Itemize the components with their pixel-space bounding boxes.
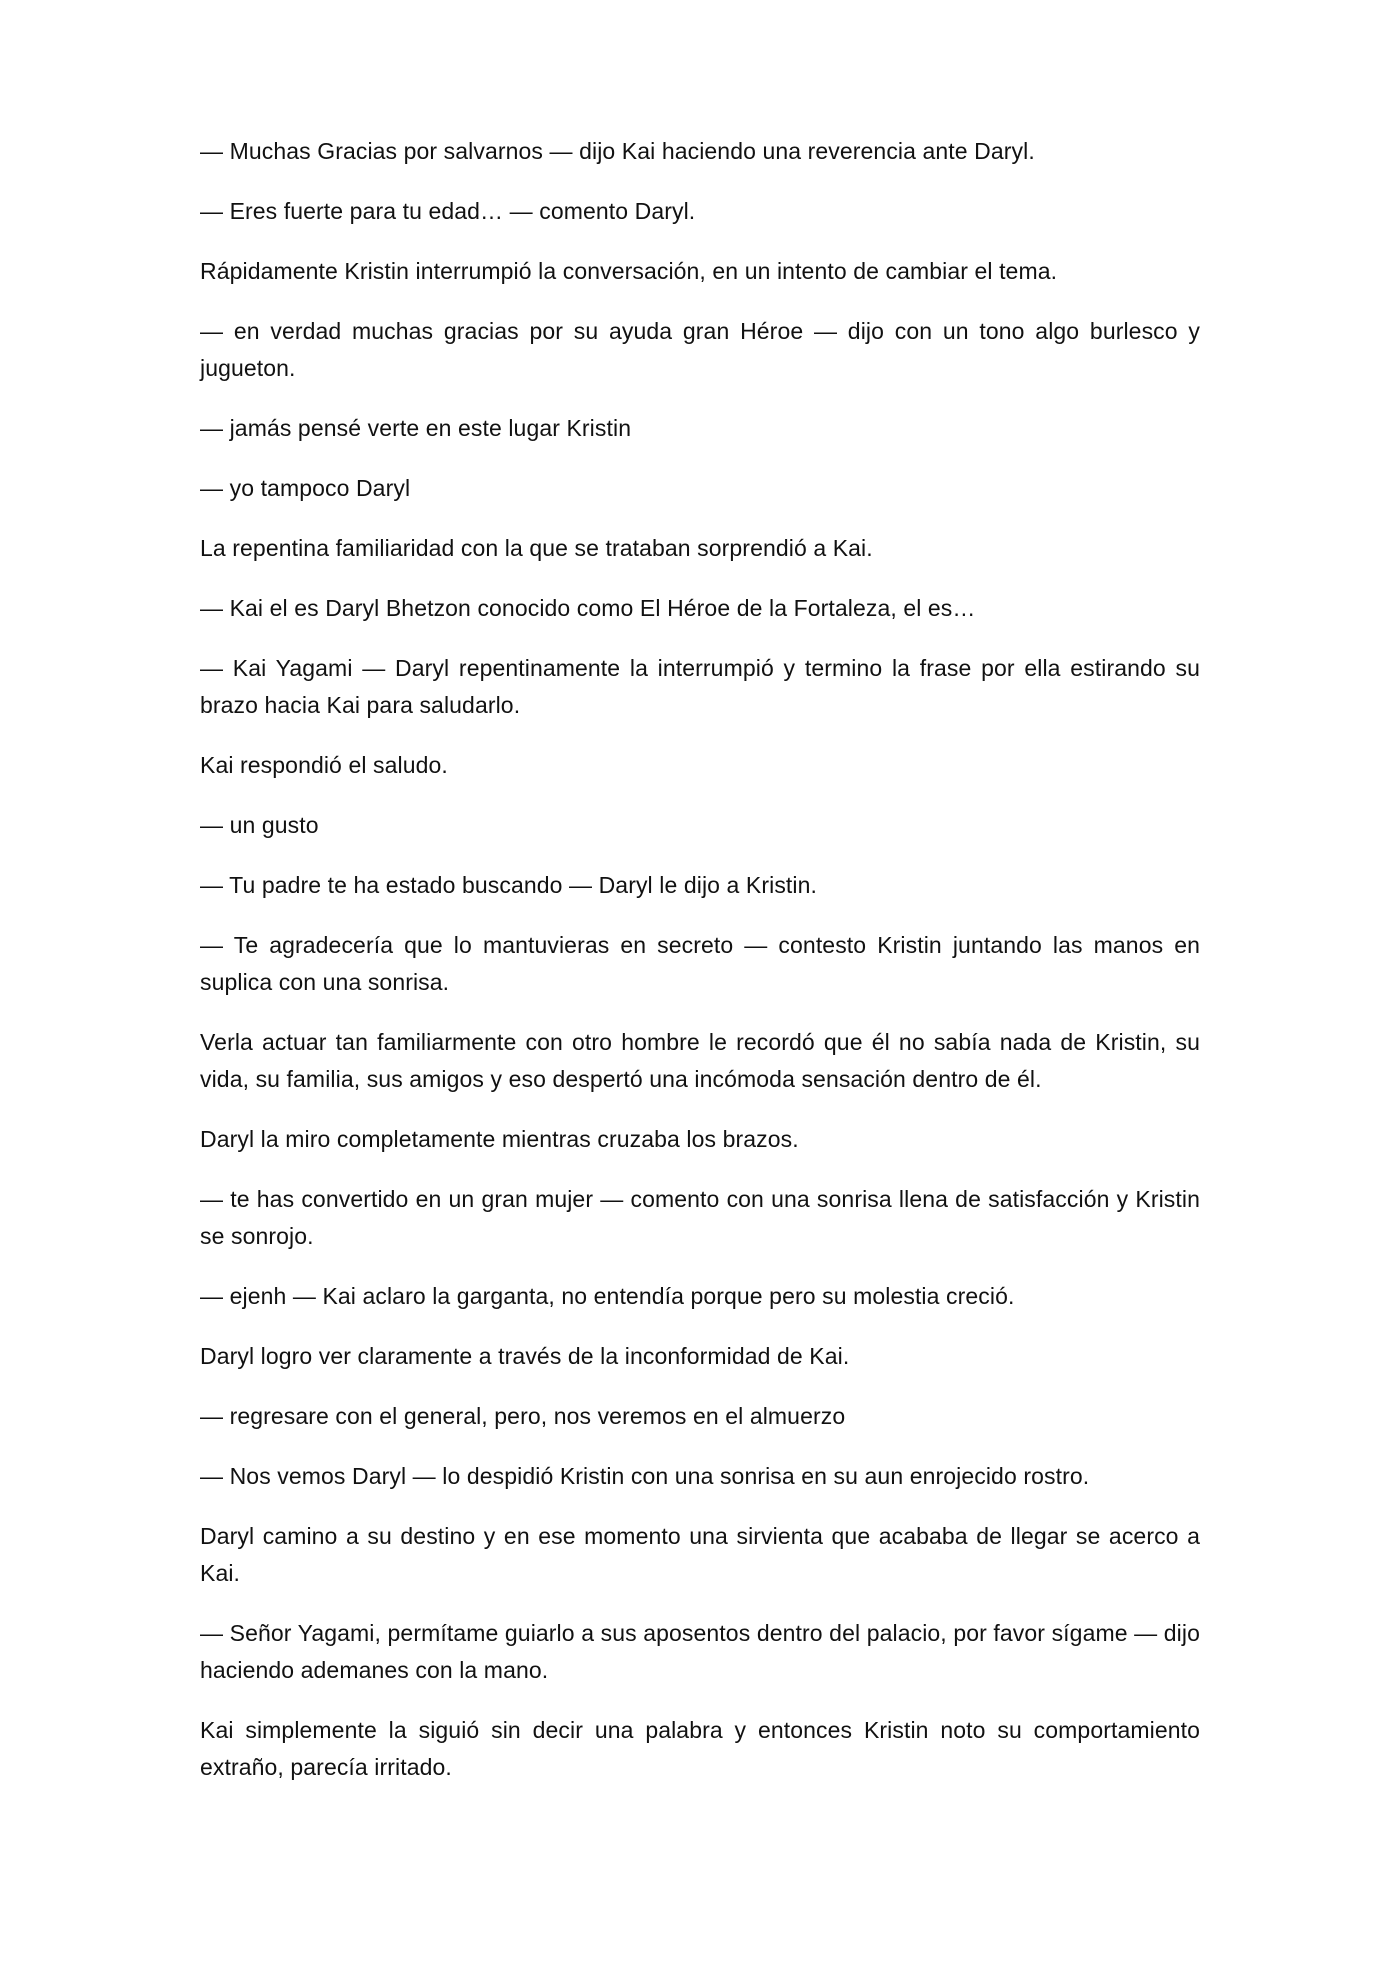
- paragraph: — Muchas Gracias por salvarnos — dijo Kai haciendo una reverencia ante Daryl.: [200, 138, 1035, 164]
- paragraph: — te has convertido en un gran mujer — comento con una sonrisa llena de satisfacción y Kristin se sonrojo.: [200, 1186, 1200, 1249]
- paragraph: — ejenh — Kai aclaro la garganta, no entendía porque pero su molestia creció.: [200, 1283, 1015, 1309]
- paragraph: Daryl la miro completamente mientras cruzaba los brazos.: [200, 1126, 799, 1152]
- paragraph: — Nos vemos Daryl — lo despidió Kristin con una sonrisa en su aun enrojecido rostro.: [200, 1463, 1090, 1489]
- document-body: [200, 133, 1200, 1809]
- paragraph: — Kai el es Daryl Bhetzon conocido como El Héroe de la Fortaleza, el es…: [200, 595, 976, 621]
- paragraph: — en verdad muchas gracias por su ayuda gran Héroe — dijo con un tono algo burlesco y jugueton.: [200, 318, 1200, 381]
- paragraph: — Señor Yagami, permítame guiarlo a sus aposentos dentro del palacio, por favor sígame — dijo haciendo ademanes con la mano.: [200, 1620, 1200, 1683]
- paragraph: — Eres fuerte para tu edad… — comento Daryl.: [200, 198, 696, 224]
- paragraph: Verla actuar tan familiarmente con otro hombre le recordó que él no sabía nada de Kristin, su vida, su familia, sus amigos y eso despertó una incómoda sensación dentro de él.: [200, 1029, 1200, 1092]
- paragraph: Daryl logro ver claramente a través de la inconformidad de Kai.: [200, 1343, 850, 1369]
- paragraph: Kai respondió el saludo.: [200, 752, 448, 778]
- paragraph: — regresare con el general, pero, nos veremos en el almuerzo: [200, 1403, 846, 1429]
- paragraph: Daryl camino a su destino y en ese momento una sirvienta que acababa de llegar se acerco a Kai.: [200, 1523, 1200, 1586]
- paragraph: — Kai Yagami — Daryl repentinamente la interrumpió y termino la frase por ella estirando su brazo hacia Kai para saludarlo.: [200, 655, 1200, 718]
- paragraph: La repentina familiaridad con la que se trataban sorprendió a Kai.: [200, 535, 873, 561]
- paragraph: — jamás pensé verte en este lugar Kristin: [200, 415, 632, 441]
- paragraph: Kai simplemente la siguió sin decir una palabra y entonces Kristin noto su comportamiento extraño, parecía irritado.: [200, 1717, 1200, 1780]
- paragraph: Rápidamente Kristin interrumpió la conversación, en un intento de cambiar el tema.: [200, 258, 1058, 284]
- paragraph: — un gusto: [200, 812, 319, 838]
- paragraph: — Tu padre te ha estado buscando — Daryl le dijo a Kristin.: [200, 872, 818, 898]
- paragraph: — Te agradecería que lo mantuvieras en secreto — contesto Kristin juntando las manos en suplica con una sonrisa.: [200, 932, 1200, 995]
- paragraph: — yo tampoco Daryl: [200, 475, 411, 501]
